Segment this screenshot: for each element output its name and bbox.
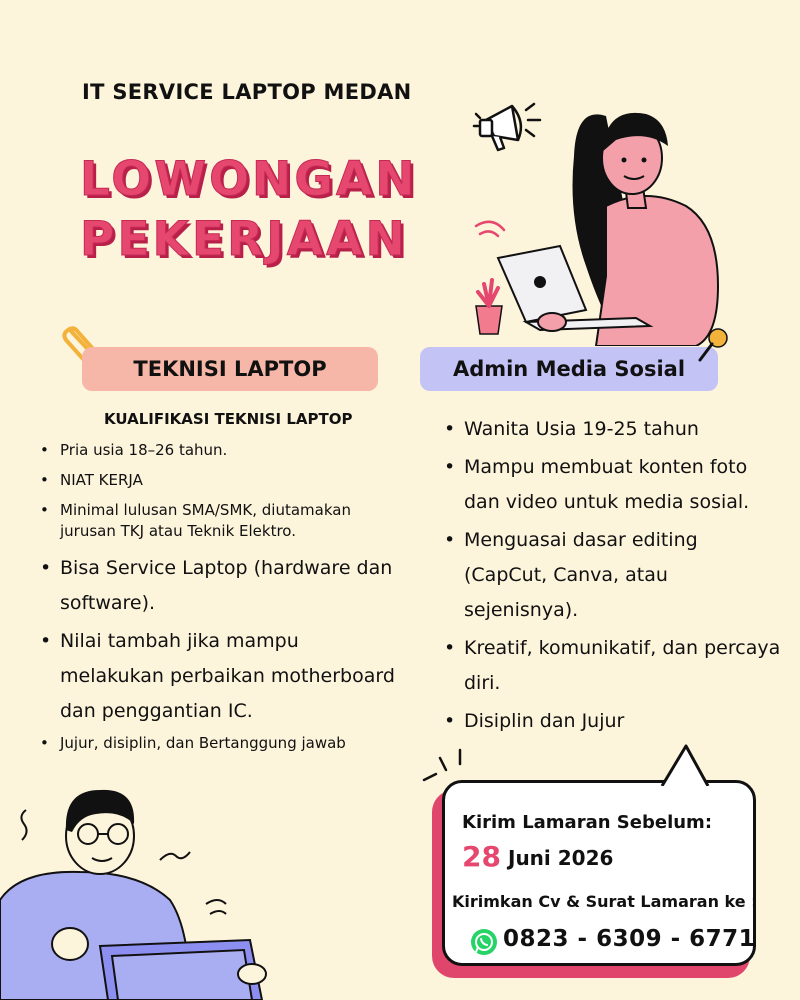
list-item: • NIAT KERJA — [38, 470, 398, 491]
list-item: • Kreatif, komunikatif, dan percaya diri. — [442, 631, 782, 701]
man-with-laptop-illustration — [0, 780, 300, 1000]
headline-line-1: LOWONGAN — [80, 152, 418, 207]
send-application-label: Kirimkan Cv & Surat Lamaran ke : — [452, 892, 758, 911]
deadline-label: Kirim Lamaran Sebelum: — [462, 812, 713, 833]
phone-number[interactable]: 0823 - 6309 - 6771 — [503, 926, 756, 952]
position-pill-teknisi: TEKNISI LAPTOP — [82, 347, 378, 391]
list-item: • Jujur, disiplin, dan Bertanggung jawab — [38, 733, 398, 754]
company-name: IT SERVICE LAPTOP MEDAN — [82, 80, 412, 104]
deadline-day: 28 — [462, 840, 501, 873]
admin-requirements-list — [442, 412, 782, 742]
list-item: • Wanita Usia 19-25 tahun — [442, 412, 782, 447]
list-item: • Bisa Service Laptop (hardware dan software). — [38, 551, 398, 621]
list-item: • Mampu membuat konten foto dan video untuk media sosial. — [442, 450, 782, 520]
list-item: • Nilai tambah jika mampu melakukan perbaikan motherboard dan penggantian IC. — [38, 624, 398, 729]
pushpin-icon — [694, 326, 730, 366]
position-pill-admin: Admin Media Sosial — [420, 347, 718, 391]
speech-bubble-tail — [660, 742, 710, 786]
list-item: • Minimal lulusan SMA/SMK, diutamakan jurusan TKJ atau Teknik Elektro. — [38, 500, 398, 542]
list-item: • Menguasai dasar editing (CapCut, Canva, atau sejenisnya). — [442, 523, 782, 628]
deadline-month-year: Juni 2026 — [508, 846, 614, 870]
woman-with-laptop-illustration — [456, 96, 736, 346]
qualification-title: KUALIFIKASI TEKNISI LAPTOP — [104, 410, 353, 428]
headline-line-2: PEKERJAAN — [80, 212, 408, 267]
whatsapp-icon — [470, 928, 498, 956]
teknisi-requirements-list — [38, 440, 398, 763]
list-item: • Pria usia 18–26 tahun. — [38, 440, 398, 461]
list-item: • Disiplin dan Jujur — [442, 704, 782, 739]
